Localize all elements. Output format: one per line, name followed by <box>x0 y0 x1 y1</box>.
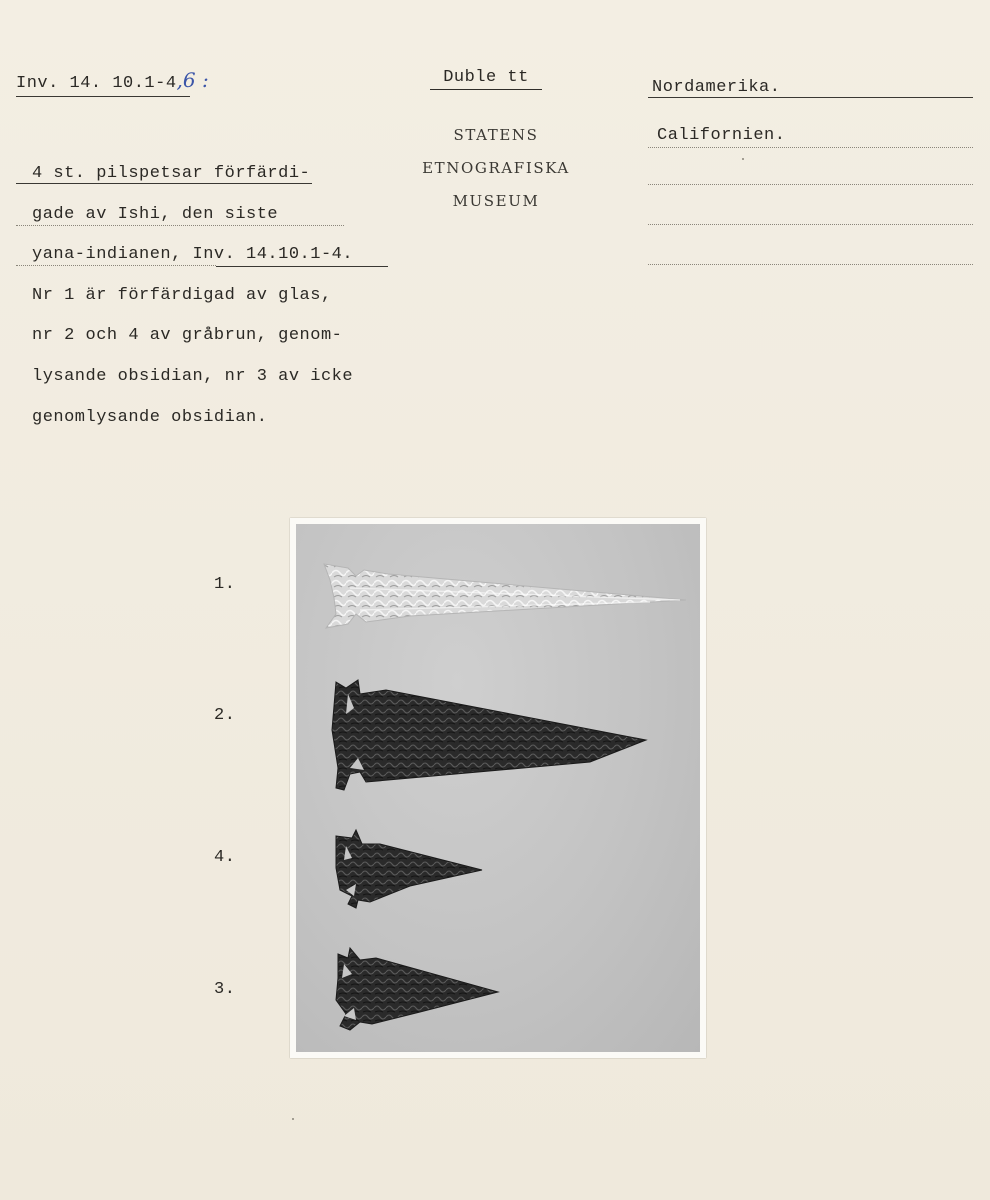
inventory-typed: Inv. 14. 10.1-4 <box>16 74 177 93</box>
stamp-line-2: ETNOGRAFISKA <box>422 159 570 177</box>
subregion-field <box>648 126 973 148</box>
description-block <box>16 160 353 444</box>
arrowhead-4-obsidian <box>336 830 482 908</box>
stamp-line-1: STATENS <box>453 126 539 144</box>
region-field <box>648 78 973 98</box>
description-line <box>16 322 353 363</box>
subregion-text: Californien. <box>657 126 786 145</box>
dotted-underline <box>16 265 216 266</box>
description-line-3: yana-indianen, Inv. 14.10.1-4. <box>32 245 354 265</box>
inventory-number <box>16 68 209 97</box>
arrowhead-photograph <box>290 518 706 1058</box>
arrowhead-3-obsidian <box>336 948 498 1030</box>
description-line-4: Nr 1 är förfärdigad av glas, <box>32 285 332 305</box>
description-line <box>16 160 353 201</box>
description-line <box>16 282 353 323</box>
arrowheads-illustration <box>290 518 706 1058</box>
empty-field-line <box>648 264 973 265</box>
empty-field-line <box>648 184 973 185</box>
item-label-3: 3. <box>214 980 236 999</box>
paper-speck <box>742 158 744 160</box>
paper-speck <box>292 1118 294 1120</box>
stamp-line-3: MUSEUM <box>452 192 540 210</box>
description-line-1: 4 st. pilspetsar förfärdi- <box>16 164 312 184</box>
description-line <box>16 201 353 242</box>
inventory-handwritten: ,6 : <box>176 68 209 92</box>
arrowhead-2-obsidian <box>332 680 646 790</box>
museum-stamp <box>396 118 596 218</box>
description-line <box>16 241 353 282</box>
arrowhead-1-glass <box>324 564 686 628</box>
description-line-6: lysande obsidian, nr 3 av icke <box>32 366 354 386</box>
item-label-1: 1. <box>214 575 236 594</box>
item-label-2: 2. <box>214 706 236 725</box>
description-line-5: nr 2 och 4 av gråbrun, genom- <box>32 326 343 346</box>
duplicate-mark: Duble tt <box>430 68 542 90</box>
description-line <box>16 363 353 404</box>
inv-reference-underline <box>216 266 388 267</box>
empty-field-line <box>648 224 973 225</box>
item-label-4: 4. <box>214 848 236 867</box>
description-line <box>16 404 353 445</box>
region-text: Nordamerika. <box>652 78 781 97</box>
description-line-2: gade av Ishi, den siste <box>32 204 279 224</box>
dotted-underline <box>16 225 344 226</box>
description-line-7: genomlysande obsidian. <box>32 407 268 427</box>
